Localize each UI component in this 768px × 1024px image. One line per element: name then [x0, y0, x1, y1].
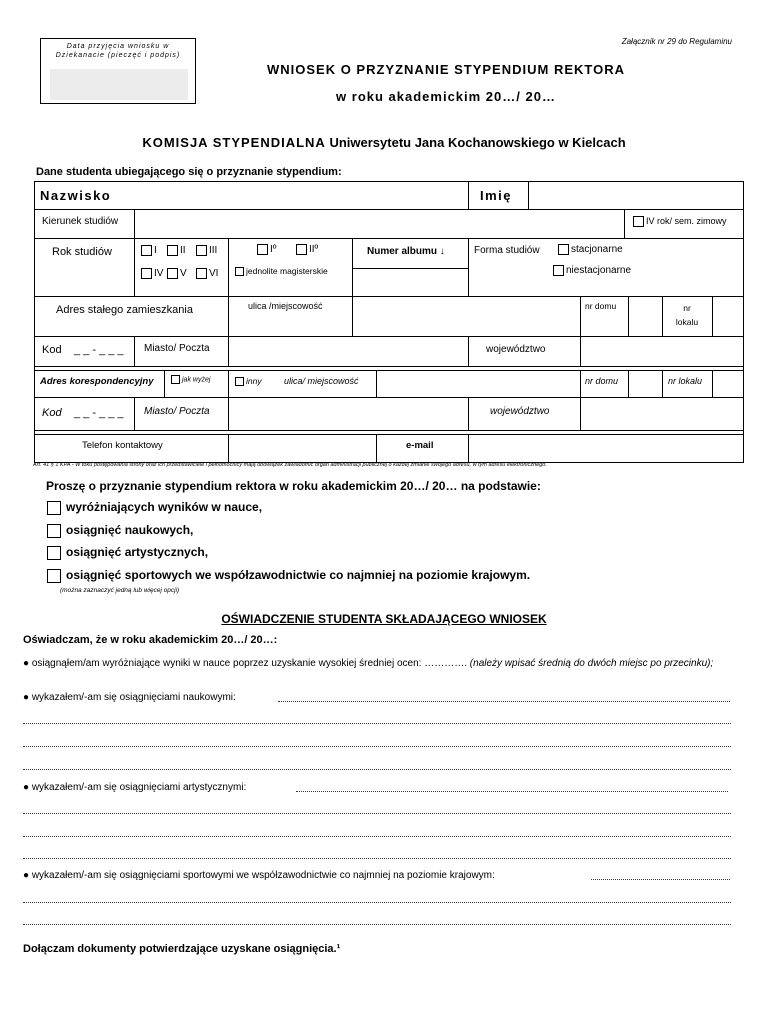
degree-2-checkbox[interactable] [296, 244, 307, 255]
part-time-option[interactable]: niestacjonarne [553, 265, 631, 276]
legal-note: Art. 41 § 1 KPA - W toku postępowania strony oraz ich przedstawiciele i pełnomocnicy mają obowiązek zawiadomić organ administracji publicznej o każdej zmianie swojego adresu, w tym adresu elektronicznego. [33, 462, 547, 468]
university-name: Uniwersytetu Jana Kochanowskiego w Kielcach [329, 135, 626, 150]
declaration-item-scientific: ● wykazałem/-am się osiągnięciami naukowymi: [23, 692, 236, 703]
corr-street-city-label: ulica/ miejscowość [284, 376, 359, 386]
house-no-field[interactable] [629, 297, 661, 335]
declaration-intro: Oświadczam, że w roku akademickim 20…/ 20…: [23, 634, 278, 646]
iv-year-option[interactable]: IV rok/ sem. zimowy [633, 216, 727, 227]
commission-heading [0, 135, 768, 150]
corr-house-no-field[interactable] [629, 371, 661, 396]
year-of-study-label: Rok studiów [52, 246, 112, 258]
study-form-label: Forma studiów [474, 245, 540, 256]
declaration-title: OŚWIADCZENIE STUDENTA SKŁADAJĄCEGO WNIOSEK [221, 612, 547, 626]
year-v-checkbox[interactable] [167, 268, 178, 279]
street-city-label: ulica /miejscowość [248, 301, 323, 311]
field-of-study-field[interactable] [135, 210, 623, 237]
city-post-field[interactable] [229, 337, 467, 365]
other-address-checkbox[interactable] [235, 377, 244, 386]
student-data-label: Dane studenta ubiegającego się o przyznanie stypendium: [36, 166, 342, 178]
scientific-line[interactable] [23, 769, 731, 770]
scientific-line[interactable] [23, 746, 731, 747]
corr-flat-no-field[interactable] [713, 371, 742, 396]
sports-line[interactable] [591, 879, 730, 880]
perm-address-label: Adres stałego zamieszkania [56, 304, 193, 316]
commission-name: KOMISJA STYPENDIALNA [142, 135, 326, 150]
artistic-line[interactable] [23, 858, 731, 859]
declaration-item-artistic: ● wykazałem/-am się osiągnięciami artystycznymi: [23, 782, 247, 793]
voivodeship-label: województwo [486, 344, 546, 355]
corr-house-no-label: nr domu [585, 376, 619, 386]
year-i-option[interactable]: I [141, 245, 157, 256]
iv-year-checkbox[interactable] [633, 216, 644, 227]
year-iii-option[interactable]: III [196, 245, 217, 256]
stamp-label: Data przyjęcia wniosku w Dziekanacie (pieczęć i podpis) [55, 43, 181, 59]
album-number-field[interactable] [353, 269, 467, 295]
basis-sports-checkbox[interactable] [47, 569, 61, 583]
corr-postal-code-label: Kod [42, 407, 62, 419]
corr-city-post-label: Miasto/ Poczta [144, 406, 210, 417]
basis-option-results[interactable]: wyróżniających wyników w nauce, [47, 500, 262, 515]
year-vi-option[interactable]: VI [196, 268, 218, 279]
year-iii-checkbox[interactable] [196, 245, 207, 256]
other-address-option[interactable]: inny [235, 376, 262, 386]
surname-field[interactable] [135, 182, 467, 208]
corr-voivodeship-label: województwo [490, 406, 550, 417]
artistic-line[interactable] [296, 791, 728, 792]
artistic-line[interactable] [23, 836, 731, 837]
street-city-field[interactable] [353, 297, 579, 335]
stamp-area[interactable] [50, 69, 188, 100]
part-time-checkbox[interactable] [553, 265, 564, 276]
full-time-checkbox[interactable] [558, 244, 569, 255]
attachments-statement: Dołączam dokumenty potwierdzające uzyskane osiągnięcia.¹ [23, 943, 341, 955]
voivodeship-field[interactable] [581, 337, 742, 365]
phone-field[interactable] [229, 435, 375, 461]
corr-voivodeship-field[interactable] [581, 398, 742, 429]
basis-artistic-checkbox[interactable] [47, 546, 61, 560]
surname-label: Nazwisko [40, 188, 112, 203]
declaration-item-sports: ● wykazałem/-am się osiągnięciami sportowymi we współzawodnictwie co najmniej na poziomie krajowym: [23, 870, 495, 881]
form-title: WNIOSEK O PRZYZNANIE STYPENDIUM REKTORA [266, 62, 625, 77]
year-v-option[interactable]: V [167, 268, 187, 279]
degree-1-checkbox[interactable] [257, 244, 268, 255]
year-iv-option[interactable]: IV [141, 268, 163, 279]
dean-office-stamp-box [40, 38, 196, 104]
email-field[interactable] [469, 435, 742, 461]
degree-2-option[interactable]: IIº [296, 244, 318, 255]
corr-flat-no-label: nr lokalu [668, 376, 703, 386]
first-name-label: Imię [480, 188, 513, 203]
request-text: Proszę o przyznanie stypendium rektora w roku akademickim 20…/ 20… na podstawie: [46, 479, 541, 493]
flat-no-field[interactable] [713, 297, 742, 335]
year-ii-option[interactable]: II [167, 245, 186, 256]
annex-note: Załącznik nr 29 do Regulaminu [621, 37, 732, 46]
artistic-line[interactable] [23, 813, 731, 814]
email-label: e-mail [406, 440, 434, 451]
sports-line[interactable] [23, 902, 731, 903]
uniform-master-option[interactable]: jednolite magisterskie [235, 266, 328, 276]
album-number-label: Numer albumu ↓ [367, 246, 445, 257]
flat-no-label: nr lokalu [675, 303, 699, 327]
full-time-option[interactable]: stacjonarne [558, 244, 623, 255]
year-ii-checkbox[interactable] [167, 245, 178, 256]
basis-option-sports[interactable]: osiągnięć sportowych we współzawodnictwie co najmniej na poziomie krajowym. [47, 568, 530, 583]
corr-street-city-field[interactable] [377, 371, 579, 396]
basis-scientific-checkbox[interactable] [47, 524, 61, 538]
scientific-line[interactable] [23, 723, 731, 724]
options-note: (można zaznaczyć jedną lub więcej opcji) [60, 587, 180, 594]
as-above-option[interactable]: jak wyżej [171, 375, 210, 384]
sports-line[interactable] [23, 924, 731, 925]
corr-address-label: Adres korespondencyjny [40, 376, 154, 387]
corr-city-post-field[interactable] [229, 398, 467, 429]
postal-code-field[interactable]: _ _ - _ _ _ [74, 344, 124, 356]
year-iv-checkbox[interactable] [141, 268, 152, 279]
postal-code-label: Kod [42, 344, 62, 356]
uniform-master-checkbox[interactable] [235, 267, 244, 276]
form-subtitle: w roku akademickim 20…/ 20… [336, 89, 556, 104]
corr-postal-code-field[interactable]: _ _ - _ _ _ [74, 407, 124, 419]
year-vi-checkbox[interactable] [196, 268, 207, 279]
scientific-line[interactable] [278, 701, 730, 702]
grades-note: (należy wpisać średnią do dwóch miejsc po przecinku); [469, 658, 714, 669]
basis-option-artistic[interactable]: osiągnięć artystycznych, [47, 545, 208, 560]
declaration-item-grades: ● osiągnąłem/am wyróżniające wyniki w nauce poprzez uzyskanie wysokiej średniej ocen: …………. (należy wpisać średnią do dwóch miejsc po przecinku); [23, 658, 714, 669]
year-i-checkbox[interactable] [141, 245, 152, 256]
as-above-checkbox[interactable] [171, 375, 180, 384]
basis-option-scientific[interactable]: osiągnięć naukowych, [47, 523, 193, 538]
house-no-label: nr domu [585, 301, 617, 311]
first-name-field[interactable] [529, 182, 742, 208]
basis-results-checkbox[interactable] [47, 501, 61, 515]
degree-1-option[interactable]: Iº [257, 244, 276, 255]
city-post-label: Miasto/ Poczta [144, 343, 210, 354]
phone-label: Telefon kontaktowy [82, 440, 163, 451]
field-of-study-label: Kierunek studiów [42, 216, 119, 227]
